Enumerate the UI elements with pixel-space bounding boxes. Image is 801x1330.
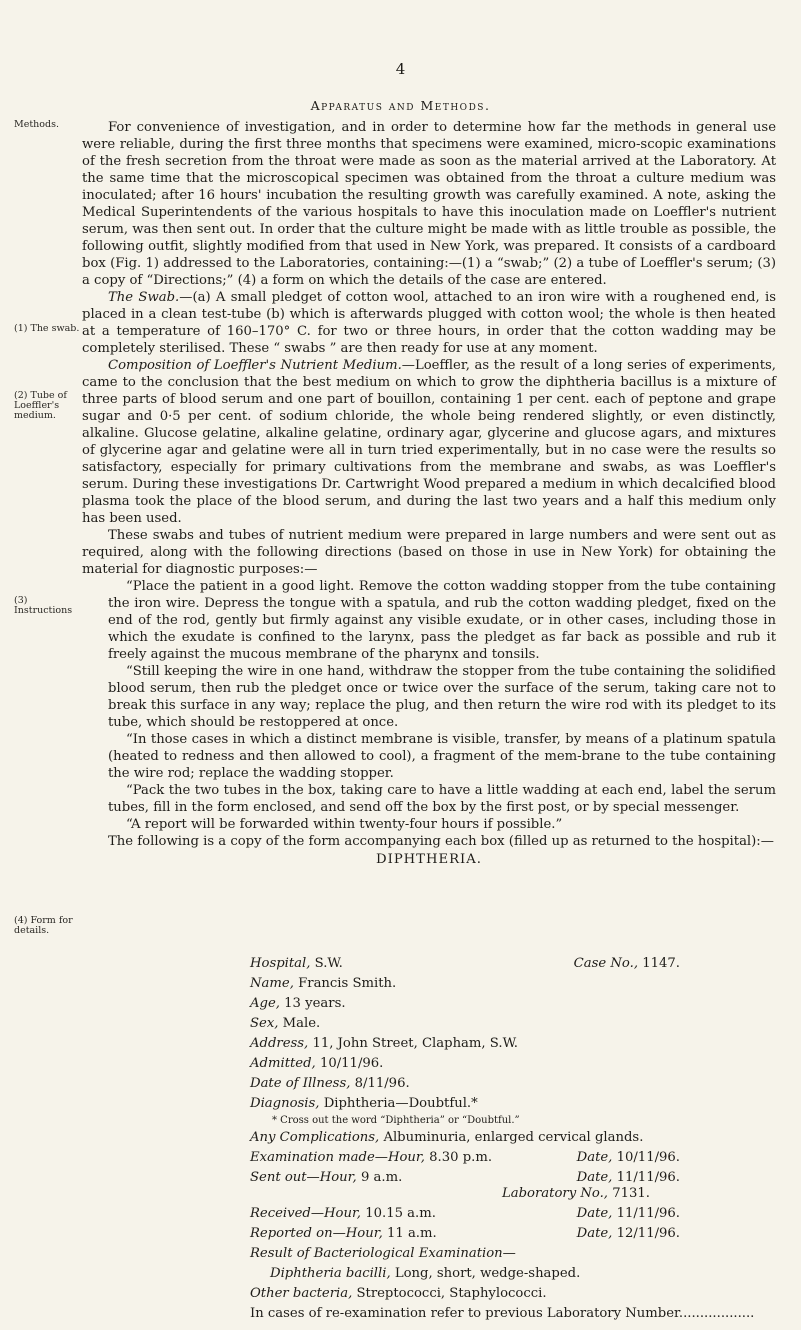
address-value: 11, John Street, Clapham, S.W.	[312, 1036, 519, 1051]
paragraph-methods: For convenience of investigation, and in order to determine how far the methods in general use were reliable, during the first three months that specimens were examined, micro-scopic examinations of the fresh secretion from the throat were made as soon as the material arrived at the Laboratory. At the same time that the microscopical specimen was obtained from the throat a culture medium was inoculated; after 16 hours' incubation the resulting growth was carefully examined. A note, asking the Medical Superintendents of the various hospitals to have this inoculation made on Loeffler's nutrient serum, was then sent out. In order that the culture might be made with as little trouble as possible, the following outfit, slightly modified from that used in New York, was prepared. It consists of a cardboard box (Fig. 1) addressed to the Laboratories, containing:—(1) a “swab;” (2) a tube of Loeffler's serum; (3) a copy of “Directions;” (4) a form on which the details of the case are entered.	[82, 120, 776, 288]
reported-date-label: Date,	[576, 1226, 613, 1241]
sent-date-value: 11/11/96.	[616, 1170, 680, 1185]
reexamination-note: In cases of re-examination refer to previous Laboratory Number..................	[250, 1306, 755, 1321]
directions-quote	[82, 578, 776, 833]
bacilli-label: Diphtheria bacilli,	[270, 1266, 391, 1281]
reported-value: 11 a.m.	[386, 1226, 437, 1241]
age-value: 13 years.	[284, 996, 346, 1011]
hospital-value: S.W.	[314, 956, 343, 971]
laboratory-form	[250, 1184, 770, 1324]
medium-title: Composition of Loeffler's Nutrient Medium.	[108, 358, 402, 373]
direction-1: “Place the patient in a good light. Remove the cotton wadding stopper from the tube containing the iron wire. Depress the tongue with a spatula, and rub the cotton wadding pledget, fixed on the end of the rod, gently but firmly against any visible exudate, or in other cases, including those in which the exudate is confined to the larynx, pass the pledget as far back as possible and rub it freely against the mucous membrane of the pharynx and tonsils.	[108, 579, 776, 662]
admitted-label: Admitted,	[250, 1056, 316, 1071]
margin-note-instructions: (3) Instructions	[14, 595, 73, 616]
address-label: Address,	[250, 1036, 309, 1051]
form-row-examination	[250, 1148, 680, 1168]
paragraph-swabs-sent: These swabs and tubes of nutrient medium were prepared in large numbers and were sent out as required, along with the following directions (based on those in use in New York) for obtaining the material for diagnostic purposes:—	[82, 528, 776, 577]
received-value: 10.15 a.m.	[365, 1206, 436, 1221]
complications-value: Albuminuria, enlarged cervical glands.	[383, 1130, 644, 1145]
margin-note-form: (4) Form for details.	[14, 915, 73, 936]
direction-5: “A report will be forwarded within twenty-four hours if possible.”	[126, 817, 563, 832]
case-value: 1147.	[642, 956, 680, 971]
body-text	[82, 119, 776, 868]
sent-date-label: Date,	[576, 1170, 613, 1185]
swab-title: The Swab.	[108, 290, 180, 305]
direction-3: “In those cases in which a distinct membrane is visible, transfer, by means of a platinum spatula (heated to redness and then allowed to cool), a fragment of the mem-brane to the tube containing the wire rod; replace the wadding stopper.	[108, 732, 776, 781]
name-value: Francis Smith.	[298, 976, 397, 991]
margin-note-tube: (2) Tube of Loeffler's medium.	[14, 390, 67, 421]
section-heading: Apparatus and Methods.	[310, 98, 491, 113]
received-date-value: 11/11/96.	[616, 1206, 680, 1221]
form-row-received	[250, 1204, 680, 1224]
swab-text: —(a) A small pledget of cotton wool, attached to an iron wire with a roughened end, is placed in a clean test-tube (b) which is afterwards plugged with cotton wool; the whole is then heated at a temperature of 160–170° C. for two or three hours, in order that the cotton wadding may be completely sterilised. These “ swabs ” are then ready for use at any moment.	[82, 290, 776, 356]
hospital-label: Hospital,	[250, 956, 311, 971]
exam-date-value: 10/11/96.	[616, 1150, 680, 1165]
margin-note-methods: Methods.	[14, 119, 59, 130]
received-date-label: Date,	[576, 1206, 613, 1221]
complications-label: Any Complications,	[250, 1130, 380, 1145]
form-row-reported	[250, 1224, 680, 1244]
exam-label: Examination made—Hour,	[250, 1150, 425, 1165]
form-title: DIPHTHERIA.	[376, 852, 482, 867]
illness-label: Date of Illness,	[250, 1076, 351, 1091]
bacilli-value: Long, short, wedge-shaped.	[394, 1266, 581, 1281]
received-label: Received—Hour,	[250, 1206, 362, 1221]
exam-date-label: Date,	[576, 1150, 613, 1165]
exam-value: 8.30 p.m.	[429, 1150, 493, 1165]
form-row-hospital	[250, 954, 680, 974]
admitted-value: 10/11/96.	[319, 1056, 384, 1071]
other-bacteria-label: Other bacteria,	[250, 1286, 353, 1301]
paragraph-medium	[82, 357, 776, 527]
name-label: Name,	[250, 976, 294, 991]
diagnosis-label: Diagnosis,	[250, 1096, 320, 1111]
age-label: Age,	[250, 996, 280, 1011]
sent-label: Sent out—Hour,	[250, 1170, 357, 1185]
lab-label: Laboratory No.,	[502, 1186, 608, 1201]
result-label: Result of Bacteriological Examination—	[250, 1246, 516, 1261]
paragraph-form-intro: The following is a copy of the form accompanying each box (filled up as returned to the hospital):—	[108, 834, 774, 849]
sex-label: Sex,	[250, 1016, 279, 1031]
form-footnote: * Cross out the word “Diphtheria” or “Doubtful.”	[272, 1115, 520, 1126]
illness-value: 8/11/96.	[354, 1076, 410, 1091]
diagnosis-value: Diphtheria—Doubtful.*	[323, 1096, 478, 1111]
direction-2: “Still keeping the wire in one hand, withdraw the stopper from the tube containing the solidified blood serum, then rub the pledget once or twice over the surface of the serum, taking care not to break this surface in any way; replace the plug, and then return the wire rod with its pledget to its tube, which should be restoppered at once.	[108, 664, 776, 730]
reported-date-value: 12/11/96.	[616, 1226, 680, 1241]
direction-4: “Pack the two tubes in the box, taking care to have a little wadding at each end, label the serum tubes, fill in the form enclosed, and send off the box by the first post, or by special messenger.	[108, 783, 776, 815]
sex-value: Male.	[282, 1016, 321, 1031]
sent-value: 9 a.m.	[360, 1170, 403, 1185]
other-bacteria-value: Streptococci, Staphylococci.	[356, 1286, 547, 1301]
paragraph-swab	[82, 289, 776, 357]
page-number: 4	[395, 60, 406, 78]
case-label: Case No.,	[573, 956, 639, 971]
medium-text: —Loeffler, as the result of a long series of experiments, came to the conclusion that the best medium on which to grow the diphtheria bacillus is a mixture of three parts of blood serum and one part of bouillon, containing 1 per cent. each of peptone and grape sugar and 0·5 per cent. of sodium chloride, the whole being rendered slightly, or even distinctly, alkaline. Glucose gelatine, alkaline gelatine, ordinary agar, glycerine and glucose agars, and mixtures of glycerine agar and gelatine were all in turn tried experimentally, but in no case were the results so satisfactory, especially for primary cultivations from the membrane and swabs, as was Loeffler's serum. During these investigations Dr. Cartwright Wood prepared a medium in which decalcified blood plasma took the place of the blood serum, and during the last two years and a half this medium only has been used.	[82, 358, 776, 526]
lab-value: 7131.	[612, 1186, 650, 1201]
case-form	[250, 954, 770, 1188]
margin-note-swab: (1) The swab.	[14, 323, 80, 334]
reported-label: Reported on—Hour,	[250, 1226, 383, 1241]
